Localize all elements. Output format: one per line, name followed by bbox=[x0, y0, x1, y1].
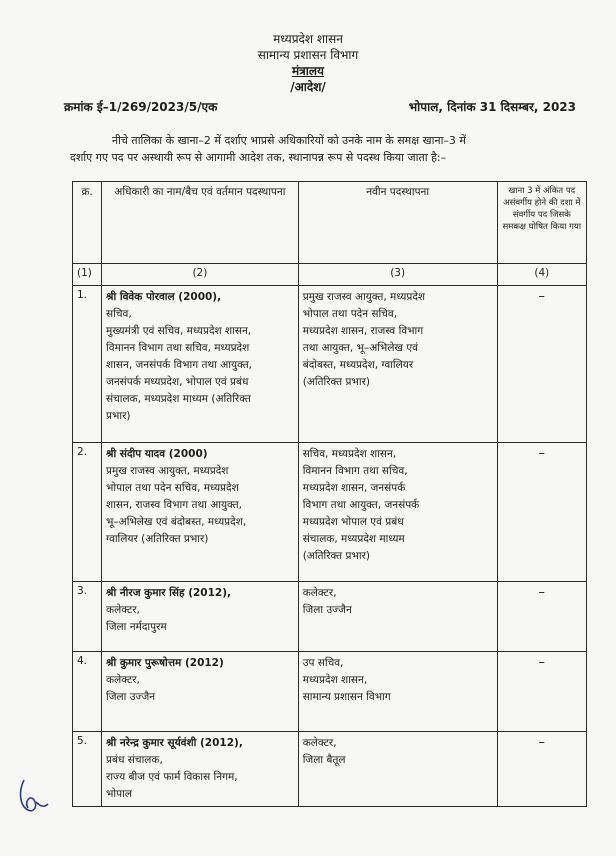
new-posting-line: कलेक्टर, bbox=[302, 737, 337, 749]
column-number: (3) bbox=[298, 264, 497, 286]
officer-cell bbox=[102, 732, 299, 807]
new-posting-line: प्रमुख राजस्व आयुक्त, मध्यप्रदेश bbox=[302, 291, 426, 303]
current-posting-line: मुख्यमंत्री एवं सचिव, मध्यप्रदेश शासन, bbox=[106, 325, 252, 337]
current-posting-line: प्रमुख राजस्व आयुक्त, मध्यप्रदेश bbox=[106, 465, 229, 477]
current-posting-line: कलेक्टर, bbox=[106, 674, 140, 686]
serial-cell: 1. bbox=[73, 286, 102, 443]
current-posting-line: विमानन विभाग तथा सचिव, मध्यप्रदेश bbox=[106, 342, 250, 354]
department-name: सामान्य प्रशासन विभाग bbox=[257, 48, 359, 62]
officer-name: श्री नरेन्द्र कुमार सूर्यवंशी (2012), bbox=[106, 737, 243, 749]
new-posting-cell bbox=[298, 582, 497, 652]
serial-cell: 5. bbox=[73, 732, 102, 807]
current-posting-line: भू–अभिलेख एवं बंदोबस्त, मध्यप्रदेश, bbox=[106, 516, 247, 528]
officer-cell bbox=[102, 652, 299, 732]
current-posting-line: जिला नर्मदापुरम bbox=[106, 621, 167, 633]
order-paragraph bbox=[70, 132, 582, 166]
new-posting-cell bbox=[298, 443, 497, 582]
order-place-date: भोपाल, दिनांक 31 दिसम्बर, 2023 bbox=[408, 100, 576, 114]
current-posting-line: ग्वालियर (अतिरिक्त प्रभार) bbox=[106, 533, 209, 545]
current-posting-line: शासन, राजस्व विभाग तथा आयुक्त, bbox=[106, 499, 243, 511]
current-posting-line: जनसंपर्क मध्यप्रदेश, भोपाल एवं प्रबंध bbox=[106, 376, 249, 388]
new-posting-line: (अतिरिक्त प्रभार) bbox=[302, 550, 370, 562]
column-number: (2) bbox=[102, 264, 299, 286]
order-title: /आदेश/ bbox=[290, 80, 326, 94]
new-posting-line: जिला बैतूल bbox=[302, 754, 346, 766]
paragraph-line-1: नीचे तालिका के खाना–2 में दर्शाए भाप्रसे अधिकारियों को उनके नाम के समक्ष खाना–3 में bbox=[112, 134, 466, 147]
header-serial: क्र. bbox=[73, 182, 102, 264]
column-number: (4) bbox=[497, 264, 586, 286]
officer-name: श्री संदीप यादव (2000) bbox=[106, 448, 208, 460]
serial-cell: 2. bbox=[73, 443, 102, 582]
officer-name: श्री विवेक पोरवाल (2000), bbox=[106, 291, 222, 303]
new-posting-line: मध्यप्रदेश शासन, जनसंपर्क bbox=[302, 482, 406, 494]
new-posting-line: सामान्य प्रशासन विभाग bbox=[302, 691, 391, 703]
new-posting-line: मध्यप्रदेश शासन, bbox=[302, 674, 368, 686]
current-posting-line: राज्य बीज एवं फार्म विकास निगम, bbox=[106, 771, 238, 783]
column-number: (1) bbox=[73, 264, 102, 286]
new-posting-line: जिला उज्जैन bbox=[302, 604, 352, 616]
table-header-row bbox=[73, 182, 587, 264]
paragraph-line-2: दर्शाए गए पद पर अस्थायी रूप से आगामी आदेश तक, स्थानापन्न रूप से पदस्थ किया जाता है:– bbox=[70, 151, 447, 164]
serial-cell: 3. bbox=[73, 582, 102, 652]
current-posting-line: सचिव, bbox=[106, 308, 132, 320]
table-row bbox=[73, 443, 587, 582]
current-posting-line: भोपाल bbox=[106, 788, 132, 800]
posting-table bbox=[72, 181, 587, 807]
header-new-posting: नवीन पदस्थापना bbox=[298, 182, 497, 264]
new-posting-cell bbox=[298, 652, 497, 732]
header-officer: अधिकारी का नाम/बैच एवं वर्तमान पदस्थापना bbox=[102, 182, 299, 264]
column-number-row bbox=[73, 264, 587, 286]
new-posting-line: कलेक्टर, bbox=[302, 587, 337, 599]
equivalent-post-cell: – bbox=[497, 443, 586, 582]
equivalent-post-cell: – bbox=[497, 286, 586, 443]
new-posting-line: बंदोबस्त, मध्यप्रदेश, ग्वालियर bbox=[302, 359, 414, 371]
current-posting-line: प्रबंध संचालक, bbox=[106, 754, 163, 766]
current-posting-line: संचालक, मध्यप्रदेश माध्यम (अतिरिक्त bbox=[106, 393, 251, 405]
new-posting-line: मध्यप्रदेश शासन, राजस्व विभाग bbox=[302, 325, 424, 337]
equivalent-post-cell: – bbox=[497, 582, 586, 652]
officer-cell bbox=[102, 286, 299, 443]
serial-cell: 4. bbox=[73, 652, 102, 732]
officer-name: श्री कुमार पुरूषोत्तम (2012) bbox=[106, 657, 224, 669]
new-posting-line: संचालक, मध्यप्रदेश माध्यम bbox=[302, 533, 405, 545]
new-posting-line: मध्यप्रदेश भोपाल एवं प्रबंध bbox=[302, 516, 404, 528]
order-number: क्रमांक ई–1/269/2023/5/एक bbox=[64, 100, 218, 114]
table-row bbox=[73, 582, 587, 652]
current-posting-line: प्रभार) bbox=[106, 410, 131, 422]
new-posting-line: तथा आयुक्त, भू–अभिलेख एवं bbox=[302, 342, 419, 354]
order-line bbox=[64, 98, 576, 115]
header-equivalent-post: खाना 3 में अंकित पद असंवर्गीय होने की दशा में संवर्गीय पद जिसके समकक्ष घोषित किया गया bbox=[497, 182, 586, 264]
new-posting-line: विभाग तथा आयुक्त, जनसंपर्क bbox=[302, 499, 420, 511]
current-posting-line: शासन, जनसंपर्क विभाग तथा आयुक्त, bbox=[106, 359, 253, 371]
new-posting-line: सचिव, मध्यप्रदेश शासन, bbox=[302, 448, 397, 460]
current-posting-line: जिला उज्जैन bbox=[106, 691, 156, 703]
ministry-label: मंत्रालय bbox=[291, 64, 324, 78]
officer-cell bbox=[102, 582, 299, 652]
handwritten-signature bbox=[14, 772, 54, 822]
new-posting-cell bbox=[298, 732, 497, 807]
government-name: मध्यप्रदेश शासन bbox=[273, 32, 343, 46]
current-posting-line: कलेक्टर, bbox=[106, 604, 140, 616]
new-posting-line: विमानन विभाग तथा सचिव, bbox=[302, 465, 408, 477]
new-posting-cell bbox=[298, 286, 497, 443]
current-posting-line: भोपाल तथा पदेन सचिव, मध्यप्रदेश bbox=[106, 482, 239, 494]
table-row bbox=[73, 732, 587, 807]
new-posting-line: भोपाल तथा पदेन सचिव, bbox=[302, 308, 398, 320]
equivalent-post-cell: – bbox=[497, 732, 586, 807]
table-row bbox=[73, 286, 587, 443]
equivalent-post-cell: – bbox=[497, 652, 586, 732]
new-posting-line: (अतिरिक्त प्रभार) bbox=[302, 376, 370, 388]
officer-name: श्री नीरज कुमार सिंह (2012), bbox=[106, 587, 232, 599]
new-posting-line: उप सचिव, bbox=[302, 657, 344, 669]
table-row bbox=[73, 652, 587, 732]
officer-cell bbox=[102, 443, 299, 582]
